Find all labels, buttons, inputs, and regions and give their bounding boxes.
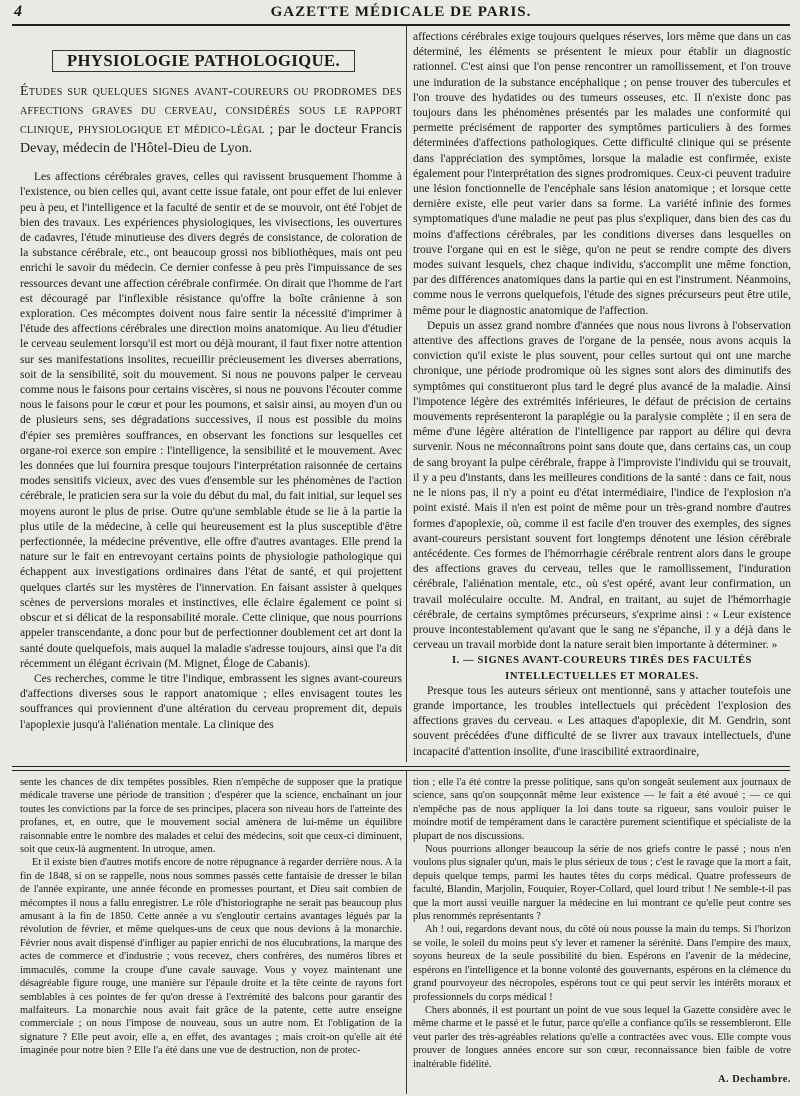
section-title: PHYSIOLOGIE PATHOLOGIQUE. bbox=[52, 50, 355, 72]
paragraph: Les affections cérébrales graves, celles qui ravissent brusquement l'homme à l'existence, ou bien celles qui, avant cette issue fatale, ont pour effet de lui enlever peu à peu, et l'intelligence et la faculté de sentir et de se mouvoir, ont été l'objet de bien des travaux. Les expériences physiologiques, les vivisections, les ouvertures de cadavres, l'étude minutieuse des divers degrés de consistance, de coloration de la substance cérébrale, etc., ont beaucoup grossi nos bibliothèques, mais ont peu enrichi le savoir du médecin. Ce dernier confesse à peu près l'impuissance de ses ressources devant une affection cérébrale confirmée. On dirait que l'homme de l'art est découragé par l'inflexible résistance qu'offre la boîte crânienne à son exploration. Ces mécomptes doivent nous faire sentir la nécessité d'imprimer à l'étude des affections cérébrales une direction moins anatomique. Au lieu d'étudier le cerveau seulement lorsqu'il est mort ou déjà mourant, il faut fixer notre attention sur ses manifestations insolites, recueillir précieusement les diverses aberrations, soit de la sensibilité, soit du mouvement. Si nous ne pouvons palper le cerveau comme nous le faisons pour certains viscères, si nous ne pouvons l'écouter comme nous le faisons pour le cœur et pour les poumons, et saisir ainsi, au moyen d'un ou de plusieurs sens, ses dégradations successives, il nous est possible du moins d'épier ses premières souffrances, en observant les fonctions sur lesquelles cet organe-roi exerce son empire : l'intelligence, la sensibilité et le mouvement. Avec les données que lui fournira presque toujours l'interprétation raisonnée de certains modes sensitifs vicieux, avec des vues d'ensemble sur les phénomènes de l'action cérébrale, le praticien sera sur la voie du début du mal, du fait initial, sur lequel ses moyens auront le plus de prise. Outre qu'une semblable étude se lie à la partie la plus utile de la médecine, à celle qui heureusement est la plus susceptible d'être perfectionnée, la médecine préventive, elle offre d'autres avantages. Elle prend la nature sur le fait en entrevoyant certains points de physiologie pathologique qui échappent aux investigations ordinaires dans l'état de santé, et qui projettent quelques clartés sur les mystères de l'innervation. En faisant assister à quelques scènes de perversions morales et instinctives, elle éclaire également ce point si obscur et si délicat de la responsabilité morale. Cette clinique, que nous pourrions appeler transcendante, a donc pour but de perfectionner doublement cet art dont la santé doute quelquefois, mais auquel la maladie s'adresse toujours, ainsi que l'a dit récemment un élégant écrivain (M. Mignet, Éloge de Cabanis). bbox=[20, 171, 402, 670]
paragraph: Nous pourrions allonger beaucoup la série de nos griefs contre le passé ; nous n'en voulons plus signaler qu'un, mais le plus sérieux de tous ; c'est le ravage que la mort a fait, depuis quelque temps, parmi les hautes têtes du corps médical. Quatre professeurs de faculté, Blandin, Marjolin, Fouquier, Royer-Collard, quel lourd tribut ! Ne semble-t-il pas que la mort aussi veuille narguer la médecine en lui montrant ce qu'elle peut contre ses plus renommés représentants ? bbox=[413, 844, 791, 923]
paragraph: Presque tous les auteurs sérieux ont mentionné, sans y attacher toutefois une grande importance, les troubles intellectuels qui précèdent l'explosion des affections graves du cerveau. « Les attaques d'apoplexie, dit M. Gendrin, sont souvent précédées d'une difficulté de se livrer aux travaux intellectuels, d'une incapacité d'attention insolite, d'une irascibilité extraordinaire, bbox=[413, 684, 791, 758]
article-right-column bbox=[413, 30, 791, 762]
paragraph: Depuis un assez grand nombre d'années que nous nous livrons à l'observation attentive des affections graves de l'organe de la pensée, nous avons acquis la conviction qu'il existe le plus souvent, pour celles surtout qui ont une marche chronique, une période prodromique où les signes sont alors des diminutifs des symptômes qui constitueront plus tard le degré plus avancé de la maladie. Ainsi l'impotence légère des extrémités inférieures, le défaut de précision de certains mouvements représenteront la paraplégie ou la paralysie complète ; il en sera de même d'une légère altération de l'intelligence par rapport au délire qui devra survenir. Nous ne méconnaîtrons point sans doute que, dans certains cas, un coup de sang broyant la pulpe cérébrale, frappe à l'improviste l'individu qui se trouvait, il y a peu d'instants, dans les meilleures conditions de la santé : dans ce fait, nous ne le nions pas, il n'y a point eu d'état intermédiaire, l'indice de l'explosion n'a point existé. Mais il n'en est point de même pour un très-grand nombre d'autres formes d'apoplexie, où, comme il est facile d'en trouver des exemples, des signes avant-coureurs persistant souvent fort longtemps dénotent une lésion cérébrale antécédente. Ces formes de l'hémorrhagie cérébrale rentrent alors dans le groupe des affections graves du cerveau, telles que le ramollissement, l'induration cérébrale, l'aliénation mentale, etc., où s'est opéré, avant leur confirmation, un travail moléculaire occulte. M. Andral, en traitant, au sujet de l'hémorrhagie cérébrale, de certains symptômes précurseurs, s'exprime ainsi : « Leur existence prouve incontestablement qu'avant que le sang ne s'épanche, il y a déjà dans le cerveau un travail morbide dont la nature serait bien importante à déterminer. » bbox=[413, 319, 791, 652]
feuilleton-divider bbox=[406, 771, 407, 1094]
header-rule bbox=[12, 24, 790, 26]
paragraph: affections cérébrales exige toujours quelques réserves, lors même que dans un cas déterminé, les éléments se présentent le mieux pour établir un diagnostic rationnel. C'est ainsi que l'on pense rencontrer un ramollissement, et l'on trouve une induration de la substance encéphalique ; on pense trouver des tubercules et l'on trouve des hydatides ou des tumeurs osseuses, etc. Il n'existe donc pas toujours dans les phénomènes présentés par les malades une conformité qui permette précisément de rapporter des symptômes particuliers à des formes déterminées d'affections pathologiques. Cette difficulté clinique qui se présente dans l'appréciation des symptômes, lorsque la maladie est confirmée, existe également pour l'interprétation des signes prodromiques. Ceux-ci peuvent traduire une lésion fonctionnelle de l'encéphale sans lésion anatomique ; et lorsque cette dernière existe, elle peut varier dans sa forme. La variété infinie des formes symptomatiques d'une maladie ne peut pas plus s'expliquer, dans bien des cas du moins d'affections cérébrales, par les conditions diverses dans lesquelles on trouve l'organe qui en est le siège, qu'on ne peut se rendre compte des divers modes suivant lesquels, chez chaque individu, s'accomplit une même fonction, par des différences anatomiques dans la partie qui en est l'instrument. Néanmoins, comme nous le verrons quelquefois, l'étude des signes précurseurs peut être utile, même pour le diagnostic anatomique de l'affection. bbox=[413, 31, 791, 317]
author-signature: A. Dechambre. bbox=[718, 1073, 791, 1085]
column-divider bbox=[406, 26, 407, 762]
feuilleton-left-column bbox=[20, 776, 402, 1094]
paragraph: Ah ! oui, regardons devant nous, du côté où nous pousse la main du temps. Si l'horizon se voile, le soleil du moins peut s'y lever et ramener la sérénité. Dans l'empire des maux, soyons heureux de la seule possibilité du bien. Espérons en l'avenir de la médecine, espérons en l'intelligence et la bonne volonté des gouvernants, espérons en la clémence du grand pourvoyeur des nécropoles, espérons tout ce qui peut servir les intérêts moraux et professionnels du corps médical ! bbox=[413, 924, 791, 1003]
journal-title: GAZETTE MÉDICALE DE PARIS. bbox=[270, 4, 532, 20]
page-number: 4 bbox=[14, 3, 22, 20]
paragraph: sente les chances de dix tempêtes possibles. Rien n'empêche de supposer que la pratique médicale traverse une période de transition ; d'espérer que la science, enchaînant un jour toutes les convictions par la force de ses principes, placera son niveau hors de l'atteinte des profanes, et, en outre, que le mouvement social amènera de lui-même un équilibre raisonnable entre le nombre des malades et celui des médecins, soit que ceux-ci diminuent, soit que ceux-là augmentent. In utroque, amen. bbox=[20, 777, 402, 856]
feuilleton-right-column bbox=[413, 776, 791, 1094]
feuilleton-rule bbox=[12, 766, 790, 767]
subsection-title: I. — SIGNES AVANT-COUREURS TIRÉS DES FACULTÉS INTELLECTUELLES ET MORALES. bbox=[451, 655, 752, 682]
paragraph: Ces recherches, comme le titre l'indique, embrassent les signes avant-coureurs d'affections diverses sous le rapport anatomique ; elles envisagent toutes les souffrances qui proviennent d'une altération du cerveau proprement dit, depuis l'apoplexie jusqu'à l'aliénation mentale. La clinique des bbox=[20, 672, 402, 731]
feuilleton-rule-double bbox=[12, 770, 790, 771]
article-heading bbox=[20, 82, 402, 158]
paragraph: Chers abonnés, il est pourtant un point de vue sous lequel la Gazette considère avec le même charme et le passé et le futur, parce qu'elle a confiance qu'ils se ressembleront. Elle veut parler des très-agréables relations qu'elle a contractées avec vous. Elle compte vous prouver de longues années encore sur son cœur, reconnaissance bien faible de votre inaltérable fidélité. bbox=[413, 1004, 791, 1070]
paragraph: Et il existe bien d'autres motifs encore de notre répugnance à regarder derrière nous. A la fin de 1848, si on se rappelle, nous nous sommes passés cette fantaisie de dresser le bilan de l'année expirante, une année féconde en promesses pourtant, et Dieu sait combien de mécomptes il nous a fallu enregistrer. Le rôle d'historiographe ne serait pas beaucoup plus amusant à la fin de 1850. Cette année a vu s'engloutir certains avantages légués par la révolution de février, et même quelques-uns de ceux que nous devions à la monarchie. Février nous avait dispensé d'infliger au papier enrichi de nos élucubrations, la marque des actes de commerce et d'industrie ; vous recevez, chers confrères, des numéros libres et immaculés, comme la croupe d'une cavale sauvage. Vous y voyez maintenant une désagréable figure rouge, une manière sur l'épaule droite et la tête ceinte de rayons fort semblables à ces pointes de fer qu'on dresse à l'extrémité des balcons pour garantir des malfaiteurs. La monarchie nous avait fait grâce de la patente, cette autre enseigne commerciale ; on nous l'impose de nouveau, sous un autre nom. Et l'obligation de la signature ? Elle peut avoir, elle a, en effet, des avantages ; mais croit-on qu'elle ait été imaginée pour notre bien ? Elle l'a été dans une vue de destruction, non de protec- bbox=[20, 857, 402, 1057]
article-byline: par le docteur Francis Devay, médecin de l'Hôtel-Dieu de Lyon. bbox=[20, 122, 402, 157]
article-title: Études sur quelques signes avant-coureurs ou prodromes des affections graves du cerveau, considérés sous le rapport clinique, physiologique et médico-légal ; bbox=[20, 84, 402, 138]
paragraph: tion ; elle l'a été contre la presse politique, sans qu'on songeât seulement aux journaux de science, sans qu'on soupçonnât même leur existence — le fait a été avoué ; — ce qui n'empêche pas de nous appliquer la loi dans toute sa rigueur, sans vouloir puiser le moindre motif de tempérament dans le caractère purement scientifique et spécialiste de la plupart de nos discussions. bbox=[413, 777, 791, 842]
article-left-column bbox=[20, 50, 402, 762]
running-header bbox=[12, 0, 790, 26]
